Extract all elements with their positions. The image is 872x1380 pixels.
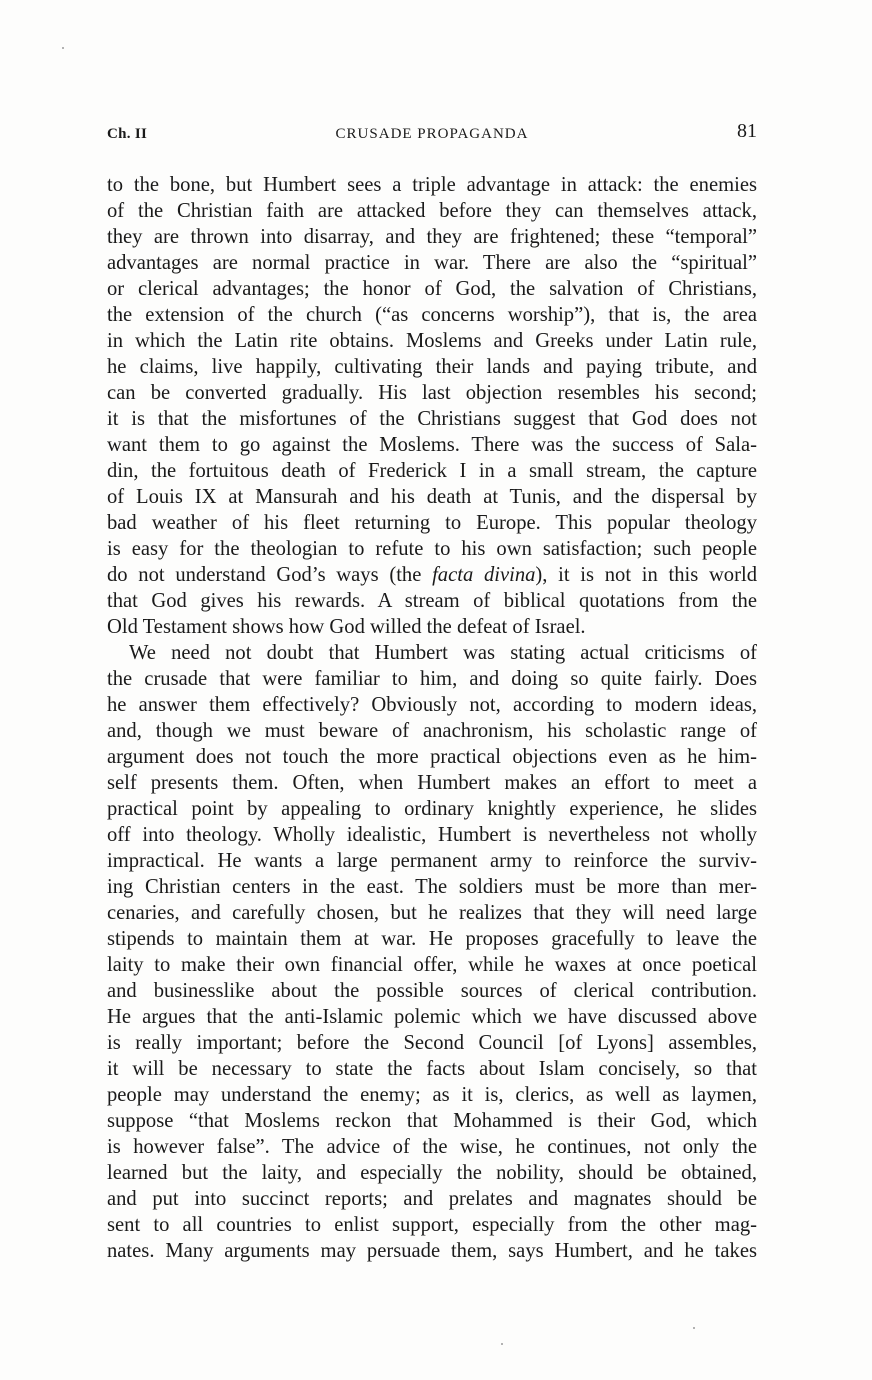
text-line: it is that the misfortunes of the Christians suggest that God does not	[107, 408, 757, 430]
text-line: the extension of the church (“as concerns worship”), that is, the area	[107, 304, 757, 326]
text-line: it will be necessary to state the facts about Islam concisely, so that	[107, 1058, 757, 1080]
text-line: is easy for the theologian to refute to his own satisfaction; such people	[107, 538, 757, 560]
text-line: or clerical advantages; the honor of God, the salvation of Christians,	[107, 278, 757, 300]
paper-speck	[693, 1327, 695, 1329]
chapter-label: Ch. II	[107, 126, 148, 142]
text-line: off into theology. Wholly idealistic, Humbert is nevertheless not wholly	[107, 824, 757, 846]
text-line: sent to all countries to enlist support, especially from the other mag-	[107, 1214, 757, 1236]
text-line: self presents them. Often, when Humbert makes an effort to meet a	[107, 772, 757, 794]
text-line: advantages are normal practice in war. There are also the “spiritual”	[107, 252, 757, 274]
text-line: Old Testament shows how God willed the defeat of Israel.	[107, 616, 586, 638]
paper-speck	[62, 47, 64, 49]
text-line: can be converted gradually. His last objection resembles his second;	[107, 382, 757, 404]
text-line: the crusade that were familiar to him, and doing so quite fairly. Does	[107, 668, 757, 690]
text-line: of the Christian faith are attacked before they can themselves attack,	[107, 200, 757, 222]
text-segment: ), it is not in this world	[535, 564, 757, 586]
text-line: want them to go against the Moslems. There was the success of Sala-	[107, 434, 757, 456]
text-line: he answer them effectively? Obviously not, according to modern ideas,	[107, 694, 757, 716]
text-line: of Louis IX at Mansurah and his death at Tunis, and the dispersal by	[107, 486, 757, 508]
text-line: people may understand the enemy; as it is, clerics, as well as laymen,	[107, 1084, 757, 1106]
running-head	[107, 120, 757, 150]
text-segment: do not understand God’s ways (the	[107, 564, 433, 586]
text-line: is however false”. The advice of the wise, he continues, not only the	[107, 1136, 757, 1158]
text-line: and businesslike about the possible sources of clerical contribution.	[107, 980, 757, 1002]
text-line: argument does not touch the more practical objections even as he him-	[107, 746, 757, 768]
text-line: stipends to maintain them at war. He proposes gracefully to leave the	[107, 928, 757, 950]
text-line: suppose “that Moslems reckon that Mohammed is their God, which	[107, 1110, 757, 1132]
running-title: CRUSADE PROPAGANDA	[335, 126, 529, 142]
text-line: cenaries, and carefully chosen, but he realizes that they will need large	[107, 902, 757, 924]
text-line: nates. Many arguments may persuade them, says Humbert, and he takes	[107, 1240, 757, 1262]
text-line: laity to make their own financial offer, while he waxes at once poetical	[107, 954, 757, 976]
text-line: he claims, live happily, cultivating their lands and paying tribute, and	[107, 356, 757, 378]
paper-speck	[501, 1343, 503, 1345]
text-line: practical point by appealing to ordinary knightly experience, he slides	[107, 798, 757, 820]
text-line: impractical. He wants a large permanent army to reinforce the surviv-	[107, 850, 757, 872]
text-line: bad weather of his fleet returning to Europe. This popular theology	[107, 512, 757, 534]
page-number: 81	[737, 120, 757, 142]
italic-phrase: facta divina	[432, 564, 536, 586]
text-line: He argues that the anti-Islamic polemic which we have discussed above	[107, 1006, 757, 1028]
text-line: that God gives his rewards. A stream of biblical quotations from the	[107, 590, 757, 612]
text-line: and put into succinct reports; and prelates and magnates should be	[107, 1188, 757, 1210]
text-line: learned but the laity, and especially the nobility, should be obtained,	[107, 1162, 757, 1184]
body-text	[107, 172, 757, 1264]
text-line: din, the fortuitous death of Frederick I in a small stream, the capture	[107, 460, 757, 482]
text-line: and, though we must beware of anachronism, his scholastic range of	[107, 720, 757, 742]
text-line: is really important; before the Second Council [of Lyons] assembles,	[107, 1032, 757, 1054]
text-line	[107, 562, 757, 588]
text-line: ing Christian centers in the east. The soldiers must be more than mer-	[107, 876, 757, 898]
text-line: they are thrown into disarray, and they are frightened; these “temporal”	[107, 226, 757, 248]
text-line: in which the Latin rite obtains. Moslems and Greeks under Latin rule,	[107, 330, 757, 352]
text-line: to the bone, but Humbert sees a triple advantage in attack: the enemies	[107, 174, 757, 196]
text-line: We need not doubt that Humbert was stating actual criticisms of	[129, 642, 757, 664]
